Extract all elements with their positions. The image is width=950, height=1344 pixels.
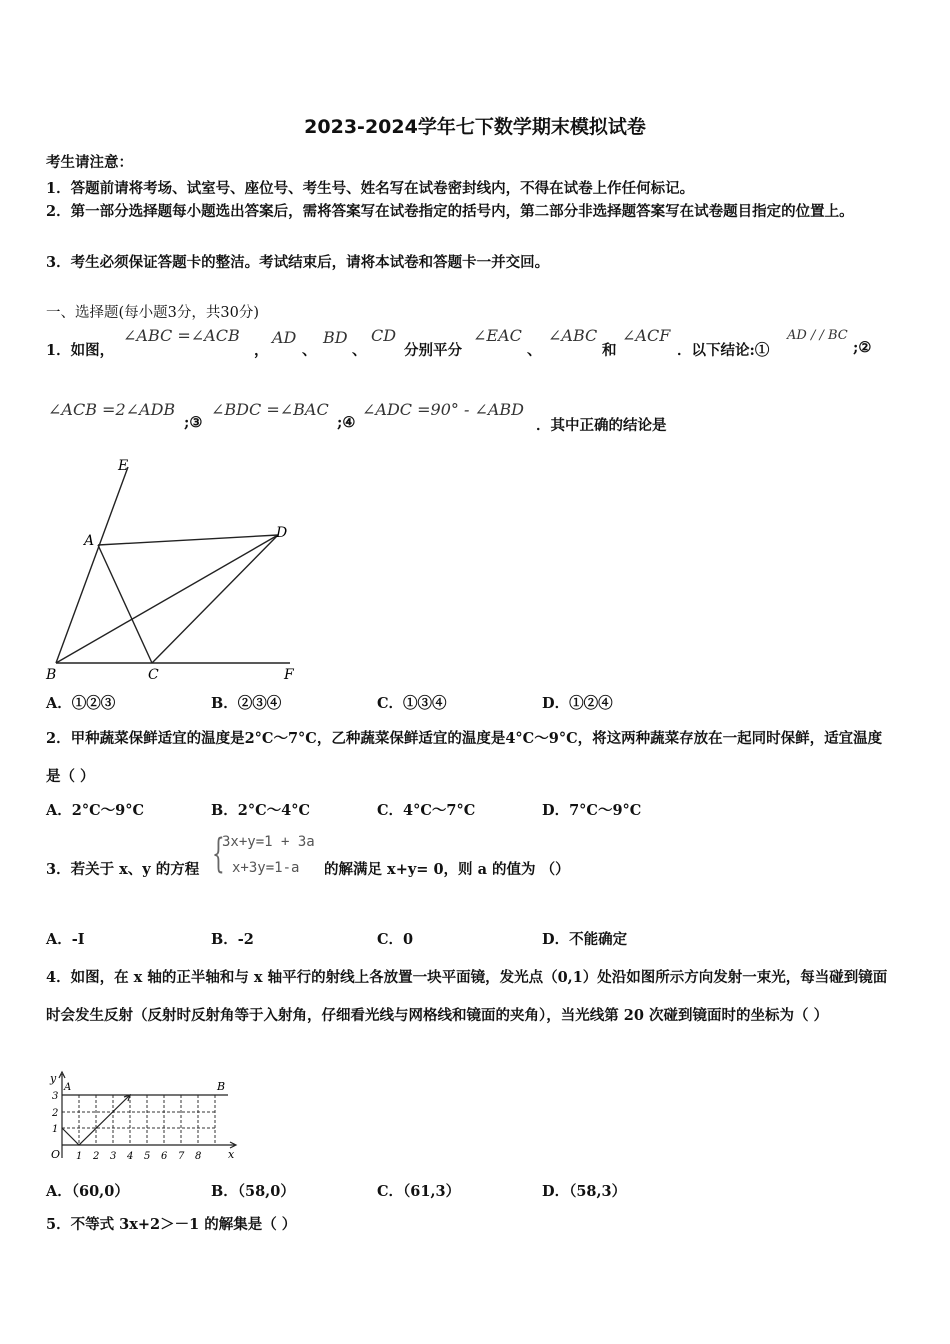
notice-item-1: 1．答题前请将考场、试室号、座位号、考生号、姓名写在试卷密封线内，不得在试卷上作任何标记。 bbox=[46, 180, 695, 197]
q1-option-d[interactable]: D．①②④ bbox=[542, 695, 613, 712]
q2-option-c[interactable]: C．4°C～7°C bbox=[377, 802, 476, 819]
q3-option-b[interactable]: B．-2 bbox=[211, 931, 254, 948]
q1-math-1: ∠ABC =∠ACB bbox=[123, 326, 240, 345]
fig4-point-b-label: B bbox=[217, 1080, 226, 1093]
brace-icon: { bbox=[212, 831, 225, 877]
fig1-label-d: D bbox=[276, 525, 288, 541]
q1-math-7: ∠ACF bbox=[622, 326, 671, 345]
section-heading: 一、选择题(每小题3分，共30分) bbox=[46, 305, 259, 321]
q1-option-a[interactable]: A．①②③ bbox=[46, 695, 116, 712]
q1-text-4: ;② bbox=[853, 339, 872, 356]
q1-sep-2: 、 bbox=[302, 342, 317, 359]
q1-math-3: BD bbox=[323, 328, 348, 347]
q3-suffix: 的解满足 x+y= 0，则 a 的值为 （） bbox=[324, 861, 570, 878]
notice-item-2: 2．第一部分选择题每小题选出答案后，需将答案写在试卷指定的括号内，第二部分非选择题答案写在试卷题目指定的位置上。 bbox=[46, 203, 854, 220]
fig4-y-tick: 1 bbox=[52, 1124, 59, 1135]
q1-prefix: 1．如图， bbox=[46, 342, 115, 359]
q1-math-8: AD / / BC bbox=[787, 328, 848, 343]
q1-math-2: AD bbox=[272, 328, 297, 347]
q2-text: 2．甲种蔬菜保鲜适宜的温度是2°C～7°C，乙种蔬菜保鲜适宜的温度是4°C～9°C，将这两种蔬菜存放在一起同时保鲜，适宜温度是（ ） bbox=[46, 730, 883, 785]
q4-mirror-figure bbox=[40, 1068, 245, 1168]
q2-option-d[interactable]: D．7°C～9°C bbox=[542, 802, 642, 819]
fig1-label-f: F bbox=[284, 667, 294, 683]
q3-prefix: 3．若关于 x、y 的方程 bbox=[46, 861, 200, 878]
q4-option-d[interactable]: D．（58,3） bbox=[542, 1183, 627, 1200]
notice-item-3: 3．考生必须保证答题卡的整洁。考试结束后，请将本试卷和答题卡一并交回。 bbox=[46, 254, 550, 271]
q1-text-6: ;④ bbox=[337, 414, 356, 431]
q1-math-9: ∠ACB =2∠ADB bbox=[48, 400, 176, 419]
q4-option-c[interactable]: C．（61,3） bbox=[377, 1183, 461, 1200]
q1-text-1: 分别平分 bbox=[404, 342, 462, 359]
q1-text-5: ;③ bbox=[184, 414, 203, 431]
fig4-x-tick: 8 bbox=[195, 1151, 202, 1162]
q1-sep-1: ， bbox=[254, 342, 269, 359]
fig4-x-tick: 1 bbox=[76, 1151, 83, 1162]
q2-option-b[interactable]: B．2°C～4°C bbox=[211, 802, 311, 819]
q3-option-a[interactable]: A．-I bbox=[46, 931, 85, 948]
q3-equation-system bbox=[212, 832, 322, 882]
q2-option-a[interactable]: A．2°C～9°C bbox=[46, 802, 145, 819]
q1-math-4: CD bbox=[371, 326, 397, 345]
fig4-x-tick: 3 bbox=[110, 1151, 117, 1162]
q1-math-5: ∠EAC bbox=[473, 326, 522, 345]
q1-math-10: ∠BDC =∠BAC bbox=[211, 400, 329, 419]
q5-text: 5．不等式 3x+2＞－1 的解集是（ ） bbox=[46, 1216, 297, 1233]
fig4-origin-label: O bbox=[51, 1148, 61, 1161]
fig4-y-label: y bbox=[50, 1072, 57, 1085]
q1-math-11: ∠ADC =90° - ∠ABD bbox=[362, 400, 525, 419]
q4-option-b[interactable]: B．（58,0） bbox=[211, 1183, 295, 1200]
q4-option-a[interactable]: A．（60,0） bbox=[46, 1183, 129, 1200]
q4-text: 4．如图，在 x 轴的正半轴和与 x 轴平行的射线上各放置一块平面镜，发光点（0,1）处沿如图所示方向发射一束光，每当碰到镜面时会发生反射（反射时反射角等于入射角，仔细看光线与网格线和镜面的夹角），当光线第 20 次碰到镜面时的坐标为（ ） bbox=[46, 969, 888, 1024]
q3-option-c[interactable]: C．0 bbox=[377, 931, 414, 948]
fig4-x-label: x bbox=[228, 1148, 235, 1161]
q3-equation-1: 3x+y=1 + 3a bbox=[222, 834, 315, 850]
q1-geometry-figure bbox=[40, 455, 310, 685]
fig4-x-tick: 2 bbox=[93, 1151, 100, 1162]
page-title: 2023-2024学年七下数学期末模拟试卷 bbox=[304, 116, 646, 138]
q1-sep-3: 、 bbox=[352, 342, 367, 359]
q1-sep-4: 、 bbox=[527, 342, 542, 359]
fig4-y-tick: 3 bbox=[52, 1091, 59, 1102]
fig4-point-a-label: A bbox=[64, 1082, 72, 1093]
fig4-y-tick: 2 bbox=[52, 1108, 59, 1119]
q1-math-6: ∠ABC bbox=[548, 326, 598, 345]
notice-heading: 考生请注意： bbox=[46, 154, 133, 171]
fig1-label-c: C bbox=[148, 667, 159, 683]
q1-option-c[interactable]: C．①③④ bbox=[377, 695, 447, 712]
q1-text-7: ．其中正确的结论是 bbox=[536, 417, 667, 434]
fig4-x-tick: 5 bbox=[144, 1151, 151, 1162]
q3-equation-2: x+3y=1-a bbox=[232, 860, 300, 876]
fig1-label-a: A bbox=[84, 533, 95, 549]
q3-option-d[interactable]: D．不能确定 bbox=[542, 931, 628, 948]
q1-text-3: ．以下结论:① bbox=[677, 342, 770, 359]
fig4-x-tick: 7 bbox=[178, 1151, 185, 1162]
q1-option-b[interactable]: B．②③④ bbox=[211, 695, 282, 712]
fig4-x-tick: 4 bbox=[127, 1151, 134, 1162]
fig4-x-tick: 6 bbox=[161, 1151, 168, 1162]
fig1-label-b: B bbox=[46, 667, 57, 683]
fig1-label-e: E bbox=[118, 458, 129, 474]
q1-text-2: 和 bbox=[602, 342, 617, 359]
